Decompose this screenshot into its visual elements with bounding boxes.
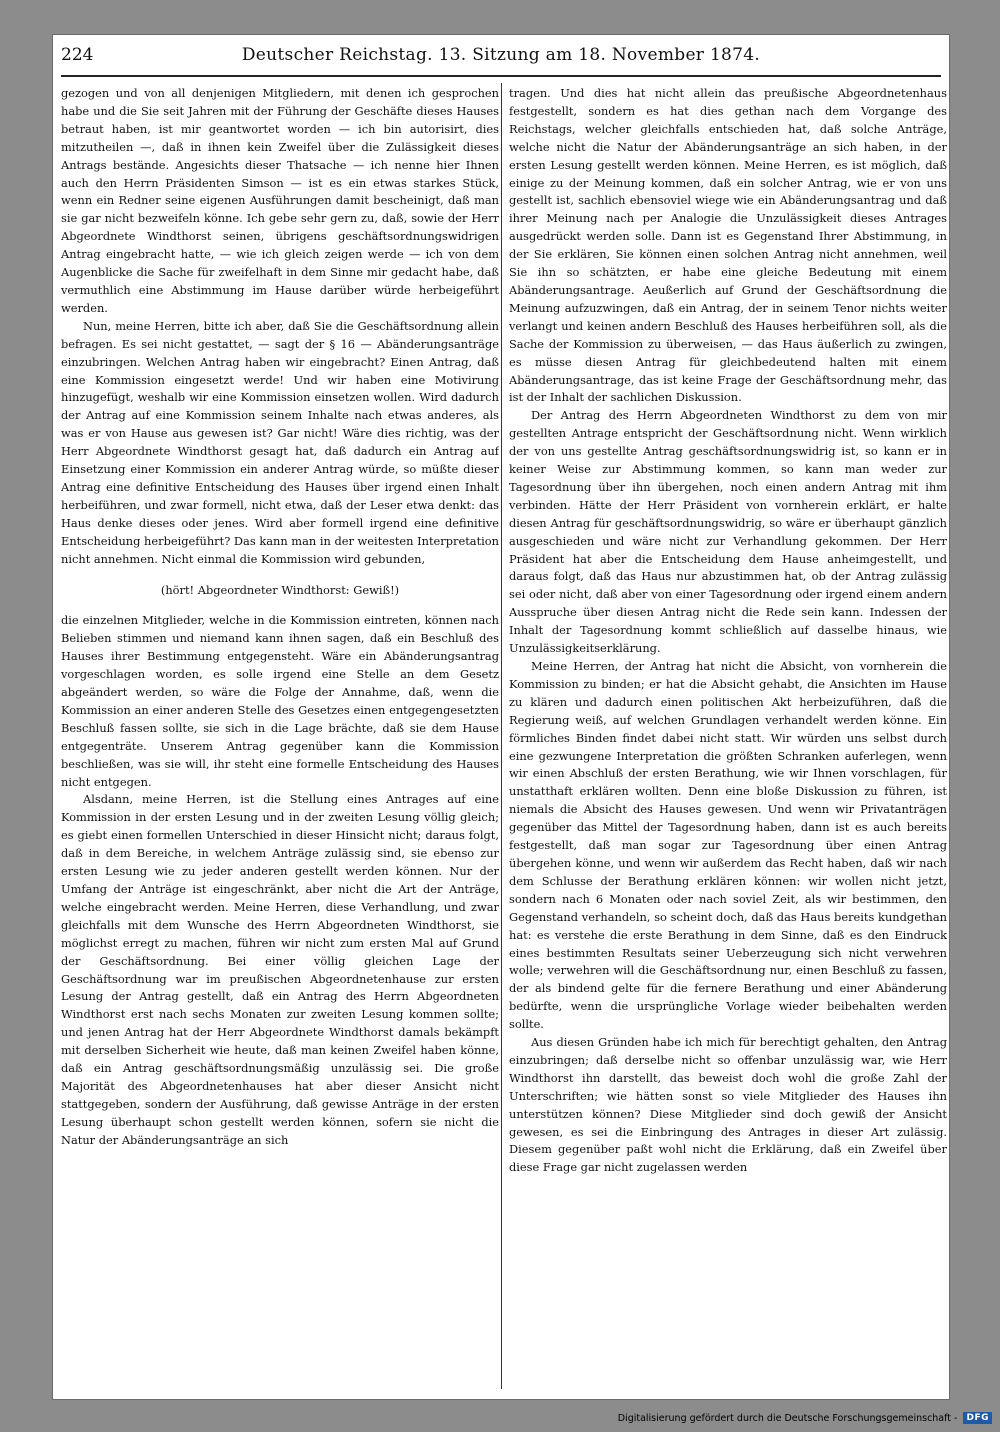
document-page — [52, 34, 950, 1400]
paragraph: tragen. Und dies hat nicht allein das preußische Abgeordnetenhaus festgestellt, sondern es hat dies gethan nach dem Vorgange des Reichstags, welcher gleichfalls entschieden hat, daß solche Anträge, welche nicht die Natur der Abänderungsanträge an sich haben, in der ersten Lesung gestellt werden können. Meine Herren, es ist möglich, daß einige zu der Meinung kommen, daß ein solcher Antrag, wie er von uns gestellt ist, sachlich ebensoviel wiege wie ein Abänderungsantrag und daß ihrer Meinung nach per Analogie die Unzulässigkeit dieses Antrages ausgedrückt werden solle. Dann ist es Gegenstand Ihrer Abstimmung, in der Sie erklären, Sie können einen solchen Antrag nicht annehmen, weil Sie ihn so schätzten, er habe eine gleiche Bedeutung mit einem Abänderungsantrage. Aeußerlich auf Grund der Geschäftsordnung die Meinung aufzuzwingen, daß ein Antrag, der in seinem Tenor nichts weiter verlangt und keinen andern Beschluß des Hauses herbeiführen soll, als die Sache der Kommission zu überweisen, — das Haus äußerlich zu zwingen, es müsse diesen Antrag für gleichbedeutend halten mit einem Abänderungsantrage, das ist keine Frage der Geschäftsordnung mehr, das ist der Inhalt der sachlichen Diskussion. — [509, 86, 947, 405]
page-title: Deutscher Reichstag. 13. Sitzung am 18. November 1874. — [241, 45, 761, 65]
dfg-logo: DFG — [963, 1412, 992, 1424]
header-rule — [61, 75, 941, 77]
paragraph: gezogen und von all denjenigen Mitgliedern, mit denen ich gesprochen habe und die Sie seit Jahren mit der Führung der Geschäfte dieses Hauses betraut haben, ist mir geantwortet worden — ich bin autorisirt, dies mitzutheilen —, daß in ihnen kein Zweifel über die Zulässigkeit dieses Antrags bestände. Angesichts dieser Thatsache — ich nenne hier Ihnen auch den Herrn Präsidenten Simson — ist es ein etwas starkes Stück, wenn ein Redner seine eigenen Ausführungen damit bescheinigt, daß man sie gar nicht bezweifeln könne. Ich gebe sehr gern zu, daß, sowie der Herr Abgeordnete Windthorst seinen, übrigens geschäftsordnungswidrigen Antrag eingebracht hatte, — wie ich gleich zeigen werde — ich von dem Augenblicke die Sache für zweifelhaft in dem Sinne mir gedacht habe, daß vermuthlich eine Abstimmung im Hause darüber würde herbeigeführt werden. — [61, 86, 499, 315]
digitization-footer — [618, 1410, 992, 1426]
paragraph: Nun, meine Herren, bitte ich aber, daß Sie die Geschäftsordnung allein befragen. Es sei nicht gestattet, — sagt der § 16 — Abänderungsanträge einzubringen. Welchen Antrag haben wir eingebracht? Einen Antrag, daß eine Kommission eingesetzt werde! Und wir haben eine Motivirung hinzugefügt, weshalb wir eine Kommission einsetzen wollen. Wird dadurch der Antrag auf eine Kommission seinem Inhalte nach etwas anderes, als was er von Hause aus gewesen ist? Gar nicht! Wäre dies richtig, was der Herr Abgeordnete Windthorst gesagt hat, daß dadurch ein Antrag auf Einsetzung einer Kommission ein anderer Antrag würde, so müßte dieser Antrag eine definitive Entscheidung des Hauses über irgend einen Inhalt herbeiführen, und zwar formell, nicht etwa, daß der Leser etwa denkt: das Haus denke dieses oder jenes. Wird aber formell irgend eine definitive Entscheidung herbeigeführt? Das kann man in der weitesten Interpretation nicht annehmen. Nicht einmal die Kommission wird gebunden, — [61, 318, 499, 566]
paragraph: die einzelnen Mitglieder, welche in die Kommission eintreten, können nach Belieben stimmen und niemand kann ihnen sagen, daß ein Beschluß des Hauses ihrer Bestimmung entgegensteht. Wäre ein Abänderungsantrag vorgeschlagen worden, es solle irgend eine Stelle an dem Gesetz abgeändert werden, so wäre die Folge der Annahme, daß, wenn die Kommission an einer anderen Stelle des Gesetzes einen entgegengesetzten Beschluß fassen sollte, sie sich in die Lage brächte, daß sie dem Hause entgegenträte. Unserem Antrag gegenüber kann die Kommission beschließen, was sie will, ihr steht eine formelle Entscheidung des Hauses nicht entgegen. — [61, 613, 499, 789]
left-column — [61, 85, 499, 1387]
interjection-note: (hört! Abgeordneter Windthorst: Gewiß!) — [160, 583, 400, 598]
paragraph: Aus diesen Gründen habe ich mich für berechtigt gehalten, den Antrag einzubringen; daß derselbe nicht so offenbar unzulässig war, wie Herr Windthorst ihn darstellt, das beweist doch wohl die große Zahl der Unterschriften; wie hätten sonst so viele Mitglieder des Hauses ihn unterstützen können? Diese Mitglieder sind doch gewiß der Ansicht gewesen, es sei die Einbringung des Antrages in dieser Art zulässig. Diesem gegenüber paßt wohl nicht die Erklärung, daß ein Zweifel über diese Frage gar nicht zugelassen werden — [509, 1035, 947, 1175]
paragraph: Alsdann, meine Herren, ist die Stellung eines Antrages auf eine Kommission in der ersten Lesung und in der zweiten Lesung völlig gleich; es giebt einen formellen Unterschied in dieser Hinsicht nicht; daraus folgt, daß in dem Bereiche, in welchem Anträge zulässig sind, sie ebenso zur ersten Lesung wie zu jeder anderen gestellt werden können. Nur der Umfang der Anträge ist eingeschränkt, aber nicht die Art der Anträge, welche eingebracht werden. Meine Herren, diese Verhandlung, und zwar gleichfalls mit dem Wunsche des Herrn Abgeordneten Windthorst, sie möglichst erregt zu machen, führen wir nicht zum ersten Mal auf Grund der Geschäftsordnung. Bei einer völlig gleichen Lage der Geschäftsordnung war im preußischen Abgeordnetenhause zur ersten Lesung der Antrag gestellt, daß ein Antrag des Herrn Abgeordneten Windthorst erst nach sechs Monaten zur zweiten Lesung kommen sollte; und jenen Antrag hat der Herr Abgeordnete Windthorst damals bekämpft mit derselben Sicherheit wie heute, daß man keinen Zweifel haben könne, daß ein Antrag geschäftsordnungsmäßig unzulässig sei. Die große Majorität des Abgeordnetenhauses hat aber dieser Ansicht nicht stattgegeben, sondern der Ausführung, daß gewisse Anträge in der ersten Lesung überhaupt schon gestellt werden können, sofern sie nicht die Natur der Abänderungsanträge an sich — [61, 792, 499, 1147]
right-column — [509, 85, 947, 1387]
footer-credit: Digitalisierung gefördert durch die Deutsche Forschungsgemeinschaft - — [617, 1412, 958, 1424]
page-number: 224 — [61, 45, 94, 65]
paragraph: Der Antrag des Herrn Abgeordneten Windthorst zu dem von mir gestellten Antrage entspricht der Geschäftsordnung nicht. Wenn wirklich der von uns gestellte Antrag geschäftsordnungswidrig ist, so kann er in keiner Weise zur Abstimmung kommen, so kann man weder zur Tagesordnung über ihn übergehen, noch einen andern Antrag mit ihm verbinden. Hätte der Herr Präsident von vornherein erklärt, er halte diesen Antrag für geschäftsordnungswidrig, so wäre er überhaupt gänzlich ausgeschieden und wäre nicht zur Verhandlung gekommen. Der Herr Präsident hat aber die Entscheidung dem Hause anheimgestellt, und daraus folgt, daß das Haus nur abzustimmen hat, ob der Antrag zulässig sei oder nicht, daß aber von einer Tagesordnung oder irgend einem andern Ausspruche über diesen Antrag nicht die Rede sein kann. Indessen der Inhalt der Tagesordnung kommt schließlich auf dasselbe hinaus, wie Unzulässigkeitserklärung. — [509, 408, 947, 656]
column-divider — [501, 83, 502, 1389]
page-header — [61, 43, 941, 69]
paragraph: Meine Herren, der Antrag hat nicht die Absicht, von vornherein die Kommission zu binden; er hat die Absicht gehabt, die Ansichten im Hause zu klären und dadurch einen politischen Akt herbeizuführen, daß die Regierung weiß, auf welchen Grundlagen verhandelt werden könne. Ein förmliches Binden findet dabei nicht statt. Wir würden uns selbst durch eine gezwungene Interpretation die größten Schranken auferlegen, wenn wir einen Abschluß der ersten Berathung, wie wir Ihnen vorschlagen, für unstatthaft erklären wollten. Denn eine bloße Diskussion zu führen, ist niemals die Absicht des Hauses gewesen. Und wenn wir Privatanträgen gegenüber das Mittel der Tagesordnung haben, dann ist es auch bereits festgestellt, daß man sogar zur Tagesordnung über einen Antrag übergehen könne, und wenn wir außerdem das Recht haben, daß wir nach dem Schlusse der Berathung erklären können: wir wollen nicht jetzt, sondern nach 6 Monaten oder nach soviel Zeit, als wir bestimmen, den Gegenstand verhandeln, so scheint doch, daß das Haus bereits kundgethan hat: es verstehe die erste Berathung in dem Sinne, daß es den Eindruck eines bestimmten Resultats seiner Ueberzeugung sich nicht verwehren wolle; verwehren will die Geschäftsordnung nur, einen Beschluß zu fassen, der als bindend gelte für die fernere Berathung und einer Abänderung bedürfte, wenn die ursprüngliche Vorlage wieder beibehalten werden sollte. — [509, 659, 947, 1032]
